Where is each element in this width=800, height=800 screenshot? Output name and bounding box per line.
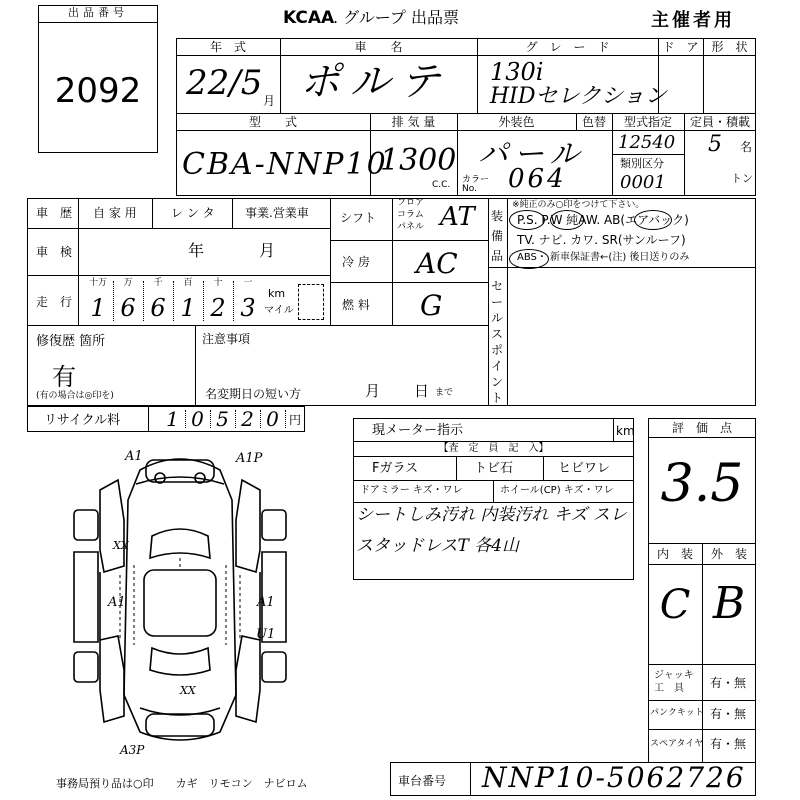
- equipment-line1: P.S. P.W 純AW. AB(エアバック): [517, 213, 689, 227]
- office-items: 事務局預り品は○印 カギ リモコン ナビロム: [56, 777, 308, 790]
- mirror-label: ドアミラー キズ・ワレ: [360, 485, 463, 496]
- chassis-label: 車台番号: [398, 774, 447, 788]
- mileage-digit: 2: [210, 294, 226, 322]
- shaken-year: 年: [188, 241, 205, 260]
- recycle-digit: 5: [216, 407, 229, 431]
- glass-label: Fガラス: [372, 461, 419, 476]
- assessor-label: 【査 定 員 記 入】: [438, 443, 549, 454]
- spare-tire-option[interactable]: 有・無: [710, 737, 747, 751]
- history-business[interactable]: 事業.営業車: [245, 206, 309, 220]
- ton-unit: トン: [731, 172, 753, 185]
- capacity-label: 定員・積載: [689, 115, 750, 129]
- mileage-digit: 1: [180, 294, 196, 322]
- abs-circle: [509, 249, 549, 269]
- deadline-month: 月: [365, 382, 381, 400]
- recolor-label: 色替: [581, 115, 606, 129]
- damage-mark-roof-rear: XX: [180, 684, 196, 697]
- equipment-line2: TV. ナビ. カワ. SR(サンルーフ): [517, 233, 686, 247]
- interior-value: C: [659, 582, 691, 628]
- recycle-digit: 1: [166, 407, 179, 431]
- history-private[interactable]: 自 家 用: [93, 206, 137, 220]
- mileage-digit-label: 十: [213, 278, 223, 288]
- score-value: 3.5: [660, 454, 744, 514]
- shift-panel[interactable]: パネル: [397, 222, 425, 232]
- damage-mark-front: A1: [125, 449, 143, 464]
- shift-value: AT: [440, 202, 475, 232]
- mileage-digit: 1: [90, 294, 106, 322]
- recycle-label: リサイクル料: [44, 413, 121, 428]
- salespoint-label: セールスポイント: [491, 279, 504, 405]
- jack-option[interactable]: 有・無: [710, 676, 747, 690]
- assess-note-2: スタッドレスT 各4山: [356, 536, 520, 556]
- year-month-unit: 月: [263, 94, 276, 108]
- ac-value: AC: [416, 247, 458, 280]
- mileage-digit: 6: [150, 294, 166, 322]
- pw-circle: [550, 210, 584, 230]
- mile-unit: マイル: [264, 305, 294, 316]
- repair-label: 修復歴 箇所: [36, 334, 106, 349]
- grade-label: グ レ ー ド: [525, 40, 610, 54]
- assess-note-1: シートしみ汚れ 内装汚れ キズ スレ: [356, 505, 627, 525]
- mileage-digit-label: 万: [123, 278, 133, 288]
- fuel-label: 燃 料: [342, 298, 370, 312]
- deadline-label: 名変期日の短い方: [205, 387, 302, 401]
- name-label: 車 名: [354, 40, 403, 54]
- brand-logo: KCAA: [283, 8, 335, 28]
- spare-tire-label: スペアタイヤ: [650, 739, 704, 749]
- interior-label: 内 装: [656, 547, 693, 561]
- puncture-kit-label: パンクキット: [650, 708, 704, 718]
- type-no-value: 12540: [618, 132, 676, 153]
- repair-value: 有: [52, 363, 76, 391]
- mileage-digit-label: 一: [243, 278, 253, 288]
- color-code-label: カラー No.: [462, 175, 490, 194]
- mileage-digit: 3: [240, 294, 256, 322]
- recycle-digit: 2: [241, 407, 254, 431]
- lot-number-label: 出品番号: [68, 6, 128, 19]
- displacement-value: 1300: [380, 143, 457, 178]
- notes-label: 注意事項: [202, 332, 251, 346]
- model-value: CBA-NNP10: [182, 147, 388, 182]
- year-label: 年 式: [209, 40, 246, 54]
- shape-label: 形 状: [711, 40, 748, 54]
- deadline-made: まで: [435, 388, 454, 398]
- shift-label: シフト: [340, 211, 377, 225]
- history-rental[interactable]: レ ン タ: [171, 206, 215, 220]
- damage-mark-right-rear: U1: [256, 627, 276, 642]
- damage-mark-front-right: A1P: [236, 451, 263, 466]
- color-value: パール: [478, 137, 586, 172]
- shaken-month: 月: [259, 241, 276, 260]
- wheel-label: ホイール(CP) キズ・ワレ: [500, 485, 614, 496]
- equipment-note: ※純正のみ○印をつけて下さい。: [512, 200, 645, 210]
- class-label: 類別区分: [620, 157, 664, 170]
- repair-note: (有の場合は◎印を): [36, 391, 114, 401]
- grade-line1: 130i: [490, 58, 544, 86]
- chip-label: トビ石: [474, 461, 514, 476]
- year-value: 22/5: [186, 63, 263, 103]
- jack-label: ジャッキ 工 具: [654, 670, 694, 694]
- exterior-label: 外 装: [710, 547, 747, 561]
- model-label: 型 式: [248, 115, 297, 129]
- mileage-digit: 6: [120, 294, 136, 322]
- meter-label: 現メーター指示: [372, 423, 464, 438]
- damage-mark-rear: A3P: [120, 743, 145, 757]
- shift-column[interactable]: コラム: [397, 210, 424, 220]
- form-title: . グループ 出品票: [333, 8, 459, 27]
- recycle-unit: 円: [289, 413, 302, 427]
- history-label: 車 歴: [36, 206, 73, 220]
- puncture-kit-option[interactable]: 有・無: [710, 707, 747, 721]
- capacity-unit: 名: [740, 140, 753, 154]
- exterior-value: B: [712, 578, 746, 629]
- grade-line2: HIDセレクション: [490, 84, 667, 109]
- shift-floor[interactable]: フロア: [397, 198, 425, 208]
- equipment-line3: ABS・ 新車保証書←(注) 後日送りのみ: [517, 252, 690, 263]
- color-code: 064: [508, 164, 567, 194]
- car-name-value: ポルテ: [300, 59, 450, 105]
- ab-circle: [634, 210, 672, 230]
- score-label: 評 価 点: [671, 421, 732, 435]
- recycle-digit: 0: [266, 407, 279, 431]
- chassis-value: NNP10-5062726: [482, 761, 746, 794]
- deadline-day: 日: [414, 382, 430, 400]
- organizer-label: 主催者用: [651, 10, 735, 31]
- capacity-value: 5: [708, 132, 722, 157]
- crack-label: ヒビワレ: [558, 461, 611, 476]
- ps-circle: [509, 210, 545, 230]
- cc-unit: C.C.: [432, 180, 451, 190]
- damage-mark-right-door: A1: [257, 595, 275, 610]
- mileage-digit-label: 千: [153, 278, 163, 288]
- mileage-digit-label: 十万: [88, 278, 107, 288]
- lot-number: 2092: [54, 71, 142, 111]
- damage-mark-left-fender: XX: [113, 539, 129, 552]
- meter-unit: km: [616, 424, 635, 438]
- ac-label: 冷 房: [342, 255, 370, 269]
- door-label: ド ア: [662, 40, 699, 54]
- damage-mark-left-door: A1: [108, 595, 126, 610]
- mileage-label: 走 行: [36, 295, 73, 309]
- km-unit: km: [268, 287, 286, 300]
- displacement-label: 排 気 量: [391, 115, 436, 129]
- fuel-value: G: [420, 289, 443, 322]
- class-value: 0001: [620, 172, 666, 193]
- recycle-digit: 0: [191, 407, 204, 431]
- mileage-digit-label: 百: [183, 278, 193, 288]
- type-no-label: 型式指定: [623, 115, 672, 129]
- equipment-side-label: 装備品: [491, 209, 504, 263]
- color-label: 外装色: [498, 115, 535, 129]
- mile-checkbox[interactable]: [298, 284, 324, 320]
- shaken-label: 車 検: [36, 245, 73, 259]
